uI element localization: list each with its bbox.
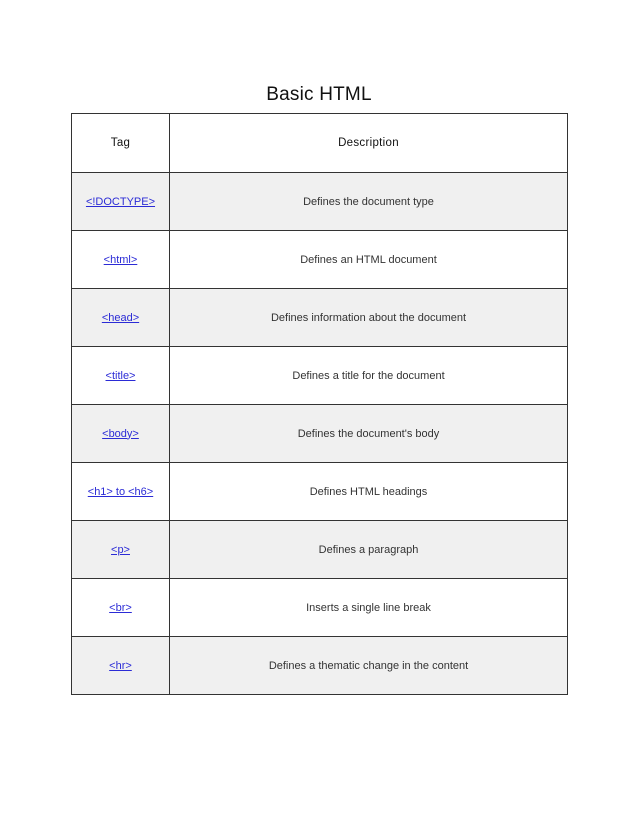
table-row [72, 347, 568, 405]
tag-cell [72, 463, 170, 521]
table-row [72, 579, 568, 637]
tag-cell [72, 405, 170, 463]
tag-cell [72, 173, 170, 231]
html-tags-table [71, 113, 568, 695]
table-row [72, 637, 568, 695]
description-cell: Defines a paragraph [170, 521, 568, 579]
description-cell: Inserts a single line break [170, 579, 568, 637]
table-row [72, 289, 568, 347]
tag-cell [72, 579, 170, 637]
tag-link-doctype[interactable]: <!DOCTYPE> [85, 195, 156, 208]
page-title: Basic HTML [266, 84, 372, 105]
description-cell: Defines a thematic change in the content [170, 637, 568, 695]
tag-link-head[interactable]: <head> [101, 311, 140, 324]
tag-link-br[interactable]: <br> [109, 601, 132, 614]
tag-cell [72, 231, 170, 289]
description-cell: Defines a title for the document [170, 347, 568, 405]
description-cell: Defines the document's body [170, 405, 568, 463]
column-header-tag: Tag [72, 114, 170, 173]
tag-link-title[interactable]: <title> [105, 369, 136, 382]
description-cell: Defines the document type [170, 173, 568, 231]
tag-link-headings[interactable]: <h1> to <h6> [87, 485, 154, 498]
column-header-description: Description [170, 114, 568, 173]
description-cell: Defines HTML headings [170, 463, 568, 521]
tag-link-hr[interactable]: <hr> [109, 659, 132, 672]
tag-cell [72, 521, 170, 579]
description-cell: Defines an HTML document [170, 231, 568, 289]
tag-link-p[interactable]: <p> [111, 543, 130, 556]
tag-link-body[interactable]: <body> [102, 427, 139, 440]
table-row [72, 405, 568, 463]
table-row [72, 463, 568, 521]
table-row [72, 521, 568, 579]
tag-cell [72, 289, 170, 347]
description-cell: Defines information about the document [170, 289, 568, 347]
table-row [72, 231, 568, 289]
table-header-row [72, 114, 568, 173]
tag-cell [72, 347, 170, 405]
table-row [72, 173, 568, 231]
tag-cell [72, 637, 170, 695]
tag-link-html[interactable]: <html> [103, 253, 138, 266]
